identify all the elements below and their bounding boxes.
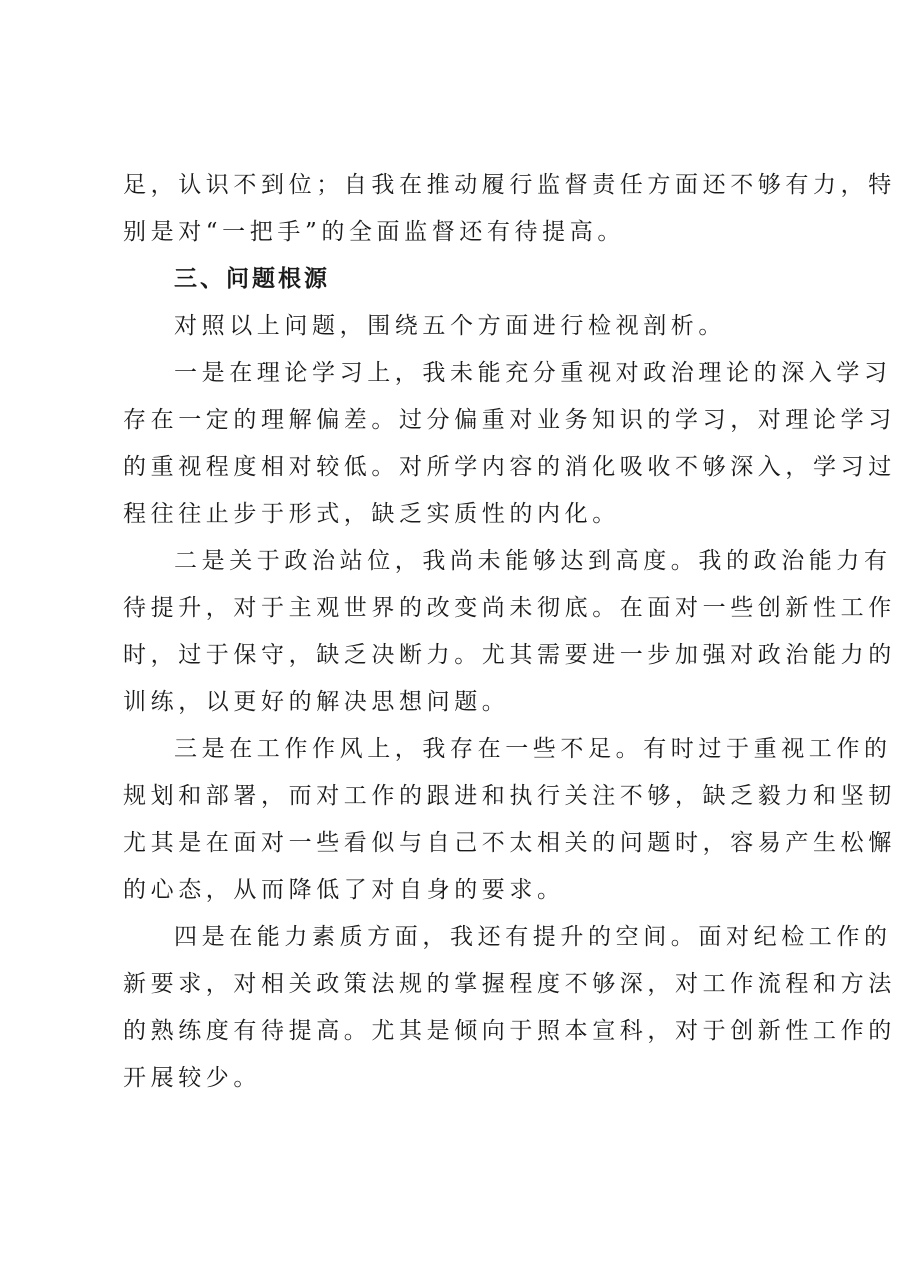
paragraph-line: 别是对“一把手”的全面监督还有待提高。 — [123, 219, 625, 245]
paragraph-line: 训练，以更好的解决思想问题。 — [123, 689, 510, 715]
paragraph-line: 时，过于保守，缺乏决断力。尤其需要进一步加强对政治能力的 — [123, 642, 896, 668]
paragraph-line: 对照以上问题，围绕五个方面进行检视剖析。 — [174, 313, 726, 339]
paragraph-line: 的熟练度有待提高。尤其是倾向于照本宣科，对于创新性工作的 — [123, 1018, 896, 1044]
paragraph-line: 足，认识不到位；自我在推动履行监督责任方面还不够有力，特 — [123, 172, 896, 198]
paragraph-line: 待提升，对于主观世界的改变尚未彻底。在面对一些创新性工作 — [123, 595, 896, 621]
paragraph-line: 尤其是在面对一些看似与自己不太相关的问题时，容易产生松懈 — [123, 830, 896, 856]
paragraph-line: 一是在理论学习上，我未能充分重视对政治理论的深入学习 — [174, 360, 892, 386]
paragraph-line: 规划和部署，而对工作的跟进和执行关注不够，缺乏毅力和坚韧 — [123, 783, 896, 809]
paragraph-line: 四是在能力素质方面，我还有提升的空间。面对纪检工作的 — [174, 924, 892, 950]
paragraph-line: 程往往止步于形式，缺乏实质性的内化。 — [123, 501, 620, 527]
section-heading: 三、问题根源 — [174, 266, 330, 292]
document-body — [123, 162, 896, 1102]
paragraph-line: 存在一定的理解偏差。过分偏重对业务知识的学习，对理论学习 — [123, 407, 896, 433]
paragraph-line: 开展较少。 — [123, 1065, 261, 1091]
paragraph-line: 新要求，对相关政策法规的掌握程度不够深，对工作流程和方法 — [123, 971, 896, 997]
paragraph-line: 的重视程度相对较低。对所学内容的消化吸收不够深入，学习过 — [123, 454, 896, 480]
paragraph-line: 三是在工作作风上，我存在一些不足。有时过于重视工作的 — [174, 736, 892, 762]
paragraph-line: 的心态，从而降低了对自身的要求。 — [123, 877, 565, 903]
paragraph-line: 二是关于政治站位，我尚未能够达到高度。我的政治能力有 — [174, 548, 892, 574]
